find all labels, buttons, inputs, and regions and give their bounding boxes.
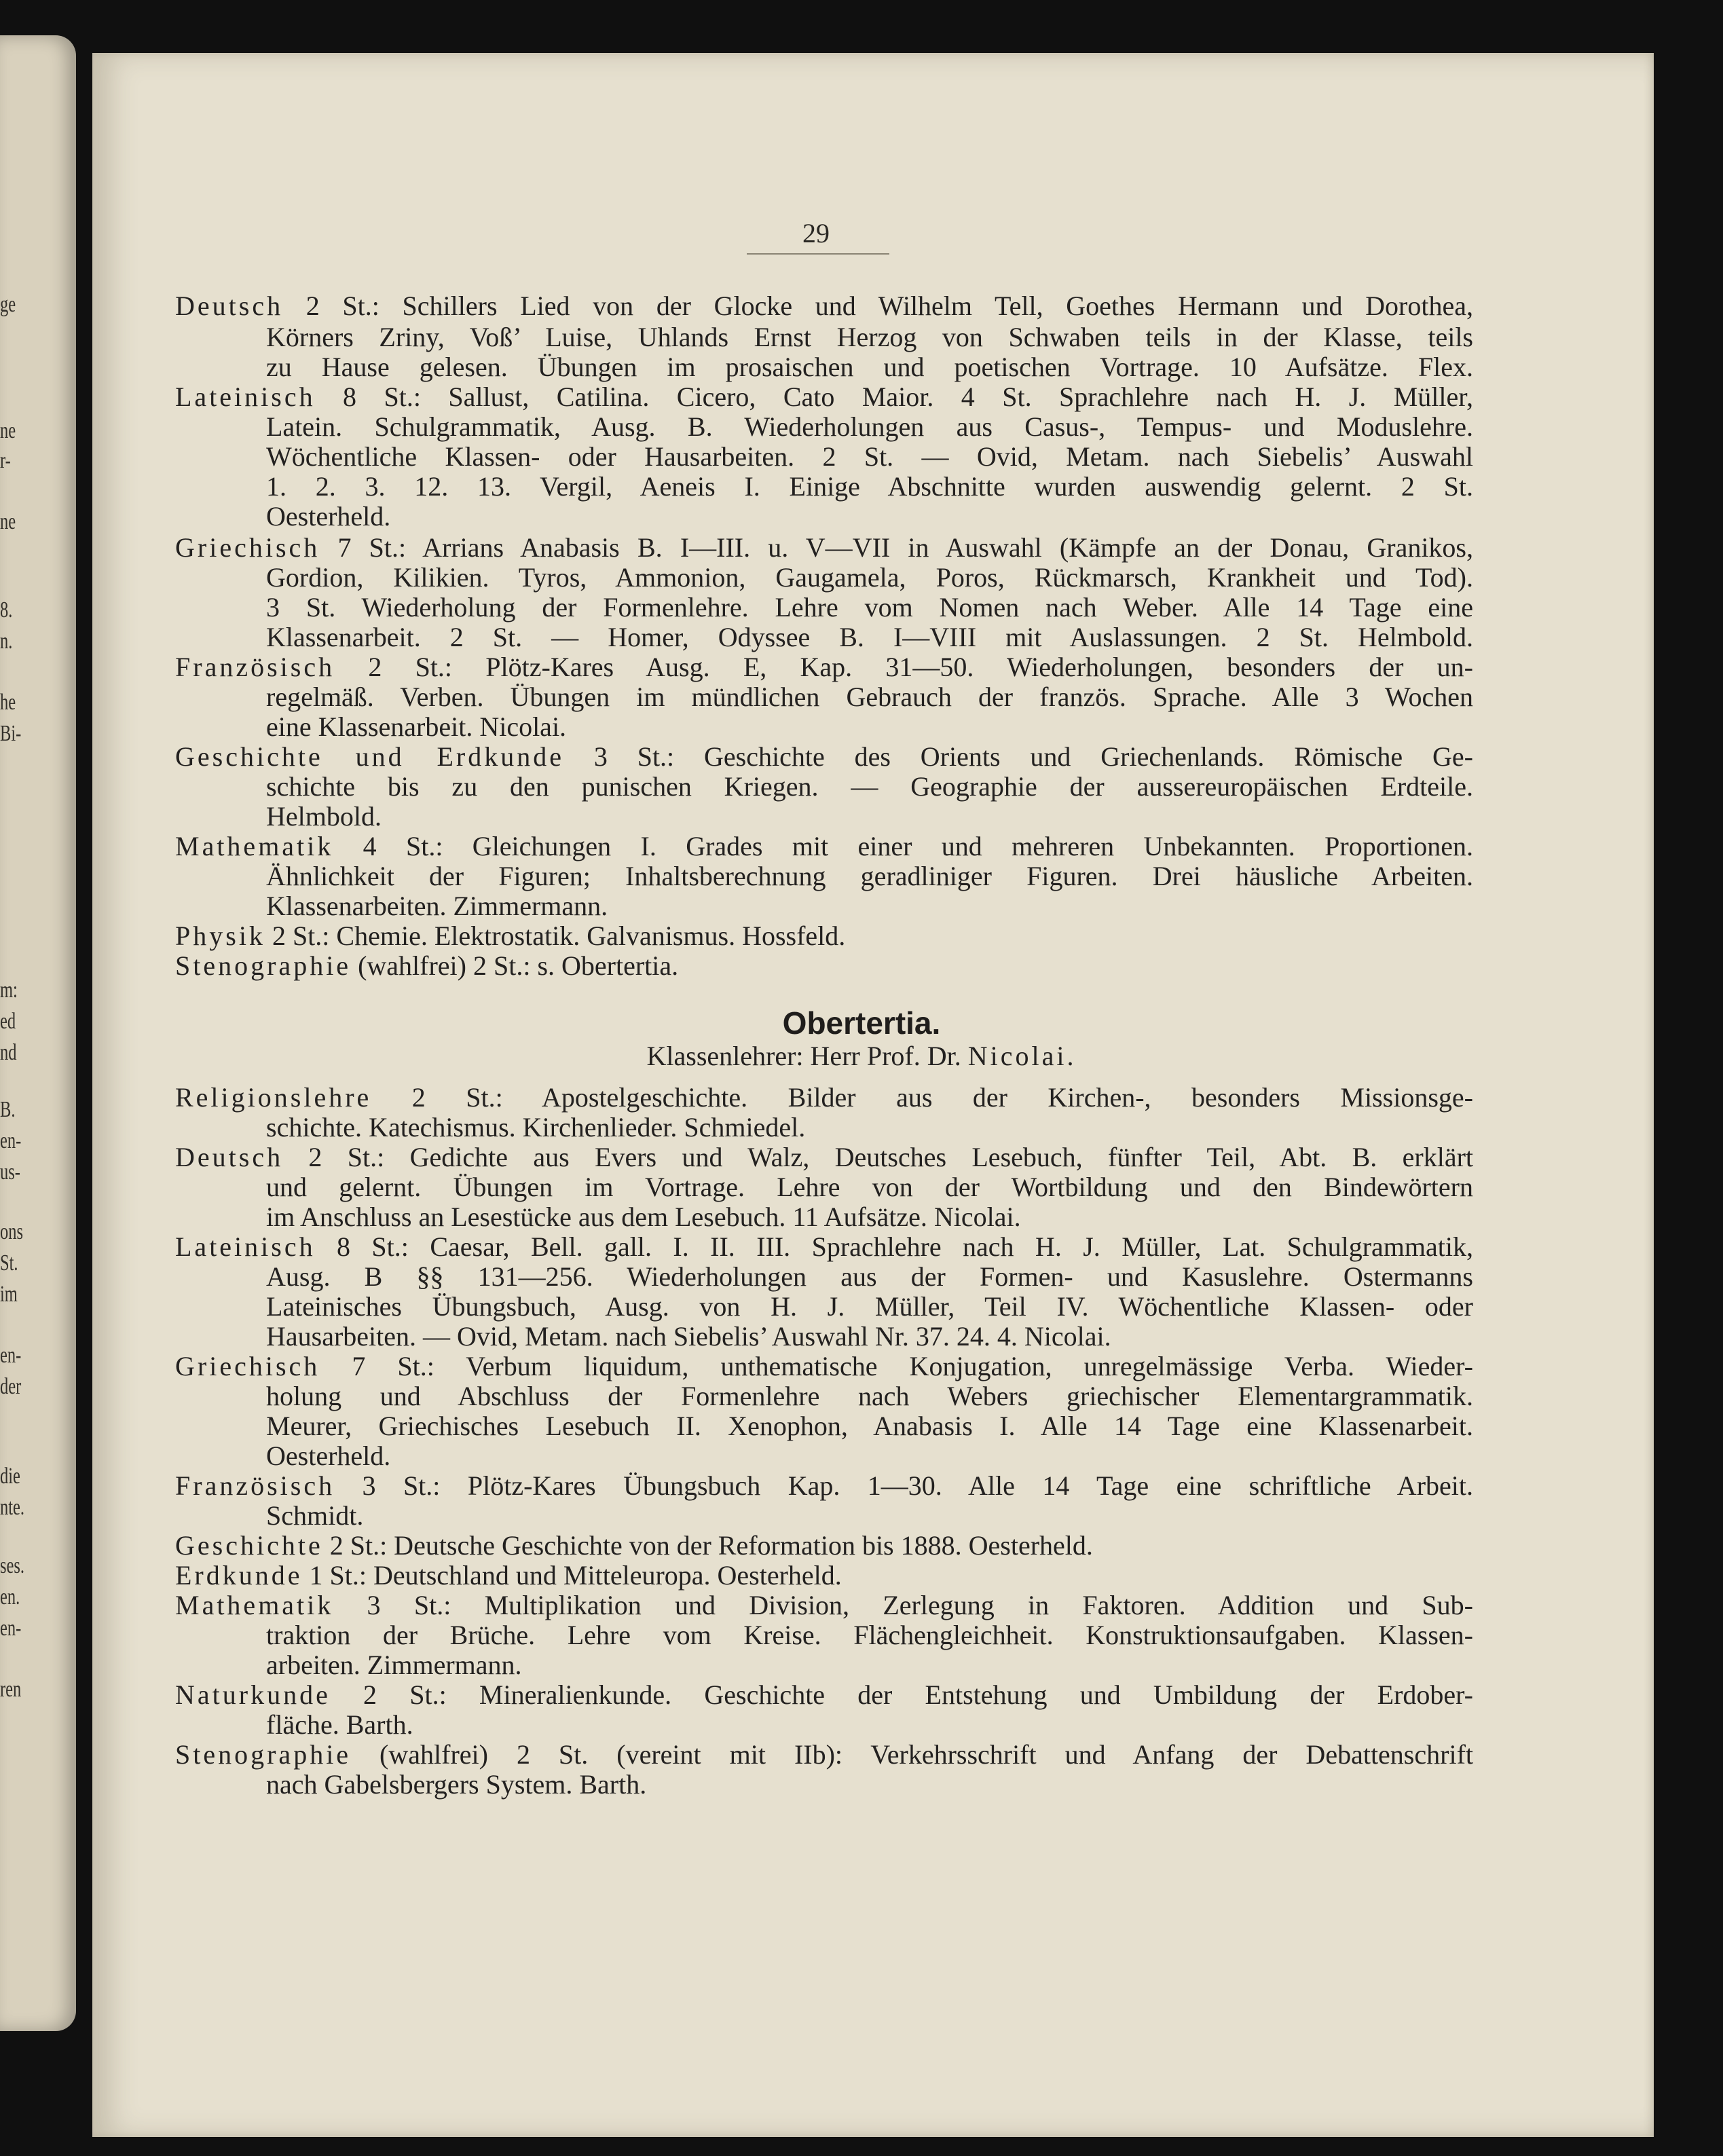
left-page-fragment: ses. bbox=[0, 1553, 25, 1578]
text-line: Schmidt. bbox=[266, 1500, 364, 1531]
text-line: schichte. Katechismus. Kirchenlieder. Schmiedel. bbox=[266, 1112, 806, 1142]
text-line bbox=[175, 1142, 1473, 1173]
left-page-fragment: he bbox=[0, 690, 16, 715]
left-page-fragment: ed bbox=[0, 1009, 16, 1034]
line-text: 2 St.: Apostelgeschichte. Bilder aus der Kirchen-, besonders Missionsge- bbox=[371, 1082, 1473, 1113]
section-heading: Obertertia. bbox=[782, 1005, 941, 1041]
subject-name: Stenographie bbox=[175, 950, 352, 981]
class-teacher-name: Nicolai. bbox=[967, 1041, 1077, 1071]
class-teacher-label: Klassenlehrer: Herr Prof. Dr. bbox=[646, 1041, 961, 1071]
subject-name: Lateinisch bbox=[175, 382, 316, 412]
left-page-fragment: m: bbox=[0, 978, 18, 1003]
text-line: Latein. Schulgrammatik, Ausg. B. Wiederholungen aus Casus-, Tempus- und Moduslehre. bbox=[266, 411, 1473, 442]
page-number-rule bbox=[747, 253, 889, 255]
subject-name: Griechisch bbox=[175, 532, 320, 563]
text-line: zu Hause gelesen. Übungen im prosaischen und poetischen Vortrage. 10 Aufsätze. Flex. bbox=[266, 352, 1473, 382]
left-page-fragment: ne bbox=[0, 418, 16, 443]
text-line bbox=[175, 1082, 1473, 1113]
line-text: 8 St.: Sallust, Catilina. Cicero, Cato Maior. 4 St. Sprachlehre nach H. J. Müller, bbox=[315, 382, 1473, 412]
text-line bbox=[175, 1530, 1473, 1561]
line-text: 1 St.: Deutschland und Mitteleuropa. Oesterheld. bbox=[302, 1560, 842, 1591]
subject-name: Deutsch bbox=[175, 1142, 284, 1172]
text-line bbox=[175, 652, 1473, 683]
line-text: (wahlfrei) 2 St.: s. Obertertia. bbox=[351, 950, 679, 981]
line-text: 3 St.: Multiplikation und Division, Zerlegung in Faktoren. Addition und Sub- bbox=[333, 1590, 1473, 1620]
text-line: traktion der Brüche. Lehre vom Kreise. Flächengleichheit. Konstruktionsaufgaben. Klassen- bbox=[266, 1620, 1473, 1650]
text-line: Ähnlichkeit der Figuren; Inhaltsberechnung geradliniger Figuren. Drei häusliche Arbeiten. bbox=[266, 861, 1473, 891]
left-page-fragment: Bi- bbox=[0, 721, 22, 746]
text-line: Ausg. B §§ 131—256. Wiederholungen aus der Formen- und Kasuslehre. Ostermanns bbox=[266, 1261, 1473, 1292]
line-text: 8 St.: Caesar, Bell. gall. I. II. III. Sprachlehre nach H. J. Müller, Lat. Schulgrammatik, bbox=[315, 1231, 1473, 1262]
subject-name: Stenographie bbox=[175, 1739, 352, 1770]
text-line: arbeiten. Zimmermann. bbox=[266, 1650, 522, 1680]
text-line bbox=[175, 382, 1473, 413]
class-teacher-line bbox=[0, 1040, 1723, 1072]
left-page-fragment: ge bbox=[0, 292, 16, 317]
left-page-fragment: der bbox=[0, 1374, 22, 1399]
left-page-fragment: B. bbox=[0, 1097, 16, 1122]
text-line bbox=[175, 950, 1473, 982]
left-page-fragment: die bbox=[0, 1464, 20, 1489]
subject-name: Mathematik bbox=[175, 1590, 334, 1620]
text-line: schichte bis zu den punischen Kriegen. — Geographie der aussereuropäischen Erdteile. bbox=[266, 771, 1473, 802]
text-line bbox=[175, 1560, 1473, 1591]
subject-name: Religionslehre bbox=[175, 1082, 372, 1113]
text-line bbox=[175, 1351, 1473, 1382]
text-line: regelmäß. Verben. Übungen im mündlichen Gebrauch der französ. Sprache. Alle 3 Wochen bbox=[266, 682, 1473, 712]
text-line: im Anschluss an Lesestücke aus dem Lesebuch. 11 Aufsätze. Nicolai. bbox=[266, 1202, 1021, 1232]
text-line bbox=[175, 1590, 1473, 1621]
line-text: 2 St.: Mineralienkunde. Geschichte der Entstehung und Umbildung der Erdober- bbox=[330, 1679, 1473, 1710]
line-text: 2 St.: Chemie. Elektrostatik. Galvanismus. Hossfeld. bbox=[265, 921, 846, 951]
text-line: Oesterheld. bbox=[266, 501, 391, 532]
text-line: Körners Zriny, Voß’ Luise, Uhlands Ernst Herzog von Schwaben teils in der Klasse, teils bbox=[266, 322, 1473, 352]
left-page-fragment: ne bbox=[0, 509, 16, 534]
text-line: Meurer, Griechisches Lesebuch II. Xenophon, Anabasis I. Alle 14 Tage eine Klassenarbeit. bbox=[266, 1411, 1473, 1441]
subject-name: Lateinisch bbox=[175, 1231, 316, 1262]
left-page-fragment: en- bbox=[0, 1616, 22, 1641]
subject-name: Naturkunde bbox=[175, 1679, 331, 1710]
text-line: holung und Abschluss der Formenlehre nach Webers griechischer Elementargrammatik. bbox=[266, 1381, 1473, 1411]
line-text: 7 St.: Arrians Anabasis B. I—III. u. V—VII in Auswahl (Kämpfe an der Donau, Granikos, bbox=[320, 532, 1473, 563]
text-line bbox=[175, 291, 1473, 322]
text-line: fläche. Barth. bbox=[266, 1709, 413, 1740]
subject-name: Griechisch bbox=[175, 1351, 320, 1381]
text-line: Klassenarbeit. 2 St. — Homer, Odyssee B. I—VIII mit Auslassungen. 2 St. Helmbold. bbox=[266, 622, 1473, 652]
left-page-fragment: 8. bbox=[0, 597, 13, 622]
subject-name: Physik bbox=[175, 921, 265, 951]
text-line: 3 St. Wiederholung der Formenlehre. Lehre vom Nomen nach Weber. Alle 14 Tage eine bbox=[266, 592, 1473, 622]
left-page-fragment: ons bbox=[0, 1219, 24, 1244]
subject-name: Erdkunde bbox=[175, 1560, 303, 1591]
left-page-fragment: nte. bbox=[0, 1495, 25, 1520]
left-page-fragment: en- bbox=[0, 1128, 22, 1153]
line-text: 4 St.: Gleichungen I. Grades mit einer und mehreren Unbekannten. Proportionen. bbox=[333, 831, 1473, 861]
left-page-fragment: St. bbox=[0, 1250, 18, 1276]
text-line bbox=[175, 1739, 1473, 1770]
line-text: 2 St.: Schillers Lied von der Glocke und Wilhelm Tell, Goethes Hermann und Dorothea, bbox=[283, 291, 1473, 321]
subject-name: Deutsch bbox=[175, 291, 284, 321]
text-line bbox=[175, 1231, 1473, 1263]
line-text: 2 St.: Gedichte aus Evers und Walz, Deutsches Lesebuch, fünfter Teil, Abt. B. erklärt bbox=[283, 1142, 1473, 1172]
left-page-fragment: ren bbox=[0, 1677, 22, 1702]
line-text: 3 St.: Plötz-Kares Übungsbuch Kap. 1—30. Alle 14 Tage eine schriftliche Arbeit. bbox=[335, 1470, 1473, 1501]
line-text: (wahlfrei) 2 St. (vereint mit IIb): Verkehrsschrift und Anfang der Debattenschrift bbox=[351, 1739, 1473, 1770]
text-line bbox=[175, 831, 1473, 862]
subject-name: Mathematik bbox=[175, 831, 334, 861]
text-line: Klassenarbeiten. Zimmermann. bbox=[266, 891, 608, 921]
subject-name: Französisch bbox=[175, 1470, 335, 1501]
left-page-fragment: en- bbox=[0, 1343, 22, 1368]
text-line: Wöchentliche Klassen- oder Hausarbeiten. 2 St. — Ovid, Metam. nach Siebelis’ Auswahl bbox=[266, 441, 1473, 472]
left-page-fragment: nd bbox=[0, 1040, 17, 1065]
text-line: und gelernt. Übungen im Vortrage. Lehre von der Wortbildung und den Bindewörtern bbox=[266, 1172, 1473, 1202]
text-line: Gordion, Kilikien. Tyros, Ammonion, Gaugamela, Poros, Rückmarsch, Krankheit und Tod). bbox=[266, 562, 1473, 593]
text-line: 1. 2. 3. 12. 13. Vergil, Aeneis I. Einige Abschnitte wurden auswendig gelernt. 2 St. bbox=[266, 471, 1473, 502]
left-page-fragment: im bbox=[0, 1282, 18, 1307]
text-line bbox=[175, 921, 1473, 952]
line-text: 7 St.: Verbum liquidum, unthematische Konjugation, unregelmässige Verba. Wieder- bbox=[320, 1351, 1473, 1381]
text-line: Hausarbeiten. — Ovid, Metam. nach Siebelis’ Auswahl Nr. 37. 24. 4. Nicolai. bbox=[266, 1321, 1111, 1352]
text-line: Lateinisches Übungsbuch, Ausg. von H. J. Müller, Teil IV. Wöchentliche Klassen- oder bbox=[266, 1291, 1473, 1322]
text-line bbox=[175, 1470, 1473, 1502]
subject-name: Geschichte bbox=[175, 1530, 323, 1561]
text-line bbox=[175, 532, 1473, 563]
text-line: Oesterheld. bbox=[266, 1441, 391, 1471]
text-line bbox=[175, 1679, 1473, 1711]
left-page-fragment: r- bbox=[0, 448, 11, 473]
line-text: 3 St.: Geschichte des Orients und Griechenlands. Römische Ge- bbox=[563, 741, 1473, 772]
text-line bbox=[175, 741, 1473, 773]
text-line: Helmbold. bbox=[266, 801, 382, 832]
left-page-fragment: en. bbox=[0, 1584, 20, 1610]
subject-name: Französisch bbox=[175, 652, 335, 682]
line-text: 2 St.: Plötz-Kares Ausg. E, Kap. 31—50. Wiederholungen, besonders der un- bbox=[335, 652, 1473, 682]
text-line: nach Gabelsbergers System. Barth. bbox=[266, 1769, 647, 1800]
subject-name: Geschichte und Erdkunde bbox=[175, 741, 564, 772]
text-line: eine Klassenarbeit. Nicolai. bbox=[266, 711, 567, 742]
line-text: 2 St.: Deutsche Geschichte von der Reformation bis 1888. Oesterheld. bbox=[322, 1530, 1093, 1561]
left-page-fragment: us- bbox=[0, 1159, 20, 1185]
left-page-fragment: n. bbox=[0, 629, 13, 654]
page-number: 29 bbox=[802, 218, 830, 248]
